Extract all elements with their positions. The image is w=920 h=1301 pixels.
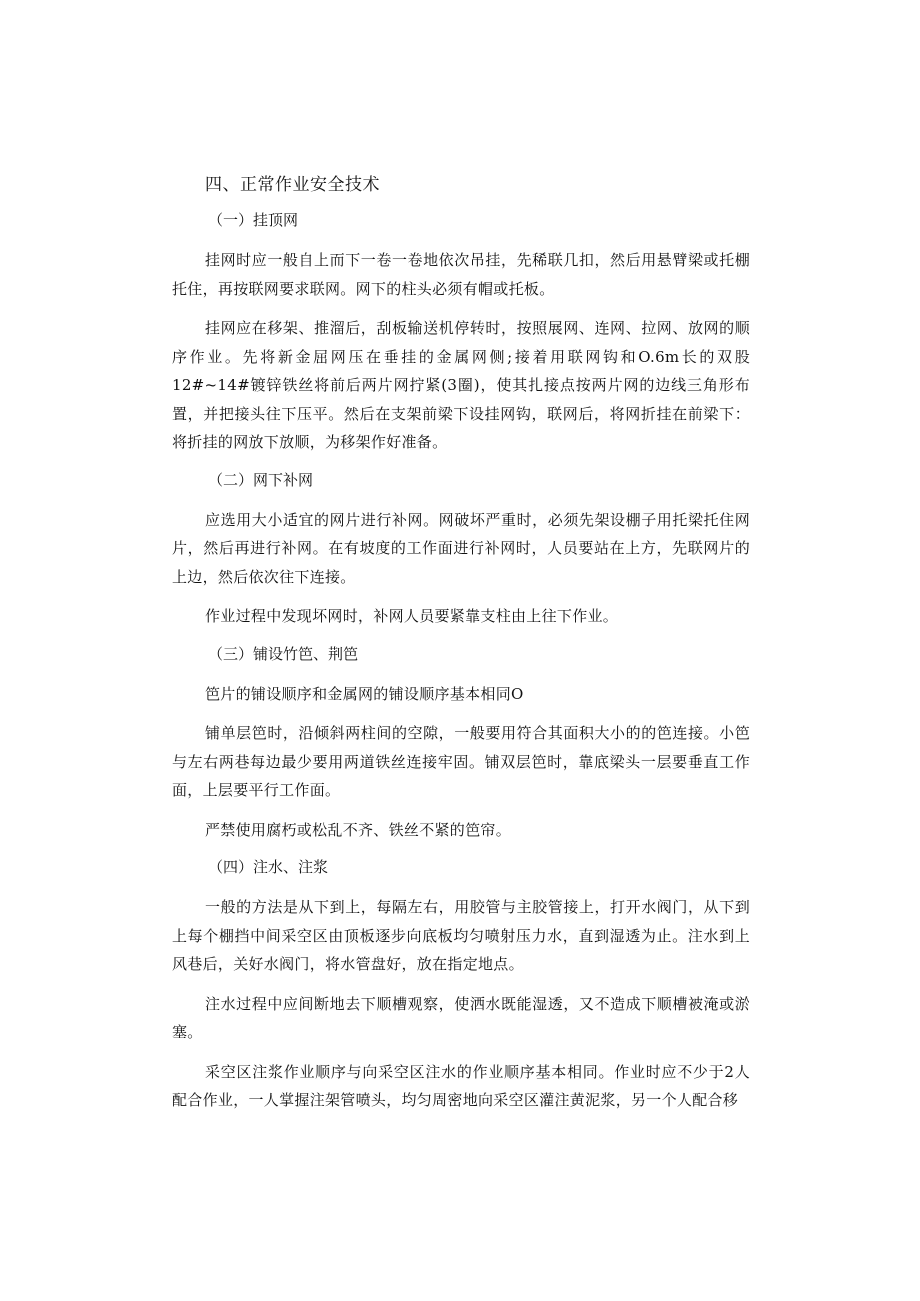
paragraph-6: 铺单层笆时，沿倾斜两柱间的空隙，一般要用符合其面积大小的的笆连接。小笆与左右两巷每边最少要用两道铁丝连接牢固。铺双层笆时，靠底梁头一层要垂直工作面，上层要平行工作面。 xyxy=(172,724,750,799)
paragraph-8: 一般的方法是从下到上，每隔左右，用胶管与主胶管接上，打开水阀门，从下到上每个棚挡中间采空区由顶板逐步向底板均匀喷射压力水，直到湿透为止。注水到上风巷后，关好水阀门，将水管盘好，放在指定地点。 xyxy=(172,898,750,973)
document-page xyxy=(172,172,750,1126)
paragraph-4: 作业过程中发现坏网时，补网人员要紧靠支柱由上往下作业。 xyxy=(205,607,619,625)
subheading-lay-bamboo-mat: （三）铺设竹笆、荆笆 xyxy=(208,644,359,663)
paragraph-5: 笆片的铺设顺序和金属网的铺设顺序基本相同O xyxy=(205,684,524,703)
paragraph-1: 挂网时应一般自上而下一卷一卷地依次吊挂，先稀联几扣，然后用悬臂梁或托棚托住，再按联网要求联网。网下的柱头必须有帽或托板。 xyxy=(172,251,750,298)
section-heading: 四、正常作业安全技术 xyxy=(205,175,380,195)
subheading-water-grout-injection: （四）注水、注浆 xyxy=(208,858,329,876)
paragraph-3: 应选用大小适宜的网片进行补网。网破坏严重时，必须先架设棚子用托梁托住网片，然后再进行补网。在有坡度的工作面进行补网时，人员要站在上方，先联网片的上边，然后依次往下连接。 xyxy=(172,510,750,586)
subheading-repair-net: （二）网下补网 xyxy=(208,470,314,489)
subheading-hang-roof-net: （一）挂顶网 xyxy=(208,211,299,229)
paragraph-9: 注水过程中应间断地去下顺槽观察，使洒水既能湿透，又不造成下顺槽被淹或淤塞。 xyxy=(172,994,750,1041)
paragraph-10: 采空区注浆作业顺序与向采空区注水的作业顺序基本相同。作业时应不少于2人配合作业，一人掌握注架管喷头，均匀周密地向采空区灌注黄泥浆，另一个人配合移 xyxy=(172,1062,750,1109)
paragraph-7: 严禁使用腐朽或松乱不齐、铁丝不紧的笆帘。 xyxy=(205,820,512,839)
paragraph-2: 挂网应在移架、推溜后，刮板输送机停转时，按照展网、连网、拉网、放网的顺序作业。先将新金屈网压在垂挂的金属网侧;接着用联网钩和O.6m长的双股12#~14#镀锌铁丝将前后两片网拧紧(3圈)，使其扎接点按两片网的边线三角形布置，并把接头往下压平。然后在支架前梁下设挂网钩，联网后，将网折挂在前梁下：将折挂的网放下放顺，为移架作好准备。 xyxy=(172,319,750,451)
